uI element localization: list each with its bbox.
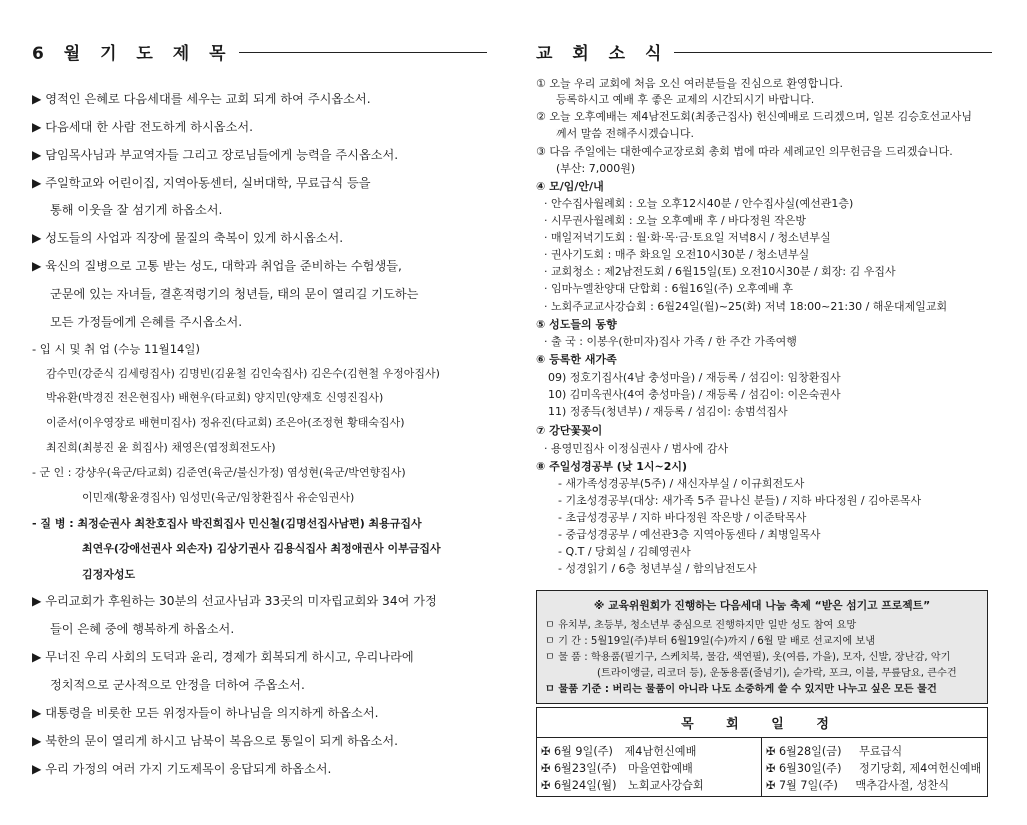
cross-icon: ✠ <box>541 762 551 775</box>
news-line: 11) 정종득(청년부) / 재등록 / 섬김이: 송범석집사 <box>548 405 788 418</box>
schedule-divider <box>761 737 762 796</box>
exam-header: - 입 시 및 취 업 (수능 11월14일) <box>32 342 200 356</box>
news-line: · 안수집사월례회 : 오늘 오후12시40분 / 안수집사실(예선관1층) <box>544 197 854 210</box>
news-line: - Q.T / 당회실 / 김혜영권사 <box>558 545 691 558</box>
prayer-line: 모든 가정들에게 은혜를 주시옵소서. <box>50 315 243 329</box>
news-line: 께서 말씀 전해주시겠습니다. <box>556 127 695 140</box>
news-line: · 매일저녁기도회 : 월·화·목·금·토요일 저녁8시 / 청소년부실 <box>544 231 831 244</box>
news-line: · 출 국 : 이봉우(한미자)집사 가족 / 한 주간 가족여행 <box>544 335 797 348</box>
education-notice-title: ※ 교육위원회가 진행하는 다음세대 나눔 축제 “받은 섬기고 프로젝트” <box>593 599 931 612</box>
news-line: · 권사기도회 : 매주 화요일 오전10시30분 / 청소년부실 <box>544 248 810 261</box>
schedule-item: ✠ 6월24일(월) 노회교사강습회 <box>541 779 704 792</box>
schedule-item: ✠ 7월 7일(주) 맥추감사절, 성찬식 <box>766 779 950 792</box>
prayer-line: ▶ 대통령을 비롯한 모든 위정자들이 하나님을 의지하게 하옵소서. <box>32 706 379 720</box>
education-notice-line: (트라이앵글, 리코더 등), 운동용품(줄넘기), 숟가락, 포크, 이불, 무릎담요, 큰수건 <box>597 668 957 679</box>
news-line: · 시무권사월례회 : 오늘 오후예배 후 / 바다정원 작은방 <box>544 214 807 227</box>
soldier-line: 이민재(황윤경집사) 임성민(육군/임창환집사 유순임권사) <box>82 491 355 504</box>
news-line: · 용영민집사 이정심권사 / 범사에 감사 <box>544 442 729 455</box>
pastoral-schedule-box <box>536 707 988 797</box>
education-notice-line: ㅁ 기 간 : 5월19일(주)부터 6월19일(수)까지 / 6월 말 배로 선교지에 보냄 <box>545 636 876 647</box>
illness-line: 김정자성도 <box>82 568 136 581</box>
prayer-line: ▶ 우리 가정의 여러 가지 기도제목이 응답되게 하옵소서. <box>32 762 332 776</box>
news-line: - 성경읽기 / 6층 청년부실 / 함의남전도사 <box>558 562 757 575</box>
education-notice-box <box>536 590 988 704</box>
schedule-item: ✠ 6월23일(주) 마을연합예배 <box>541 762 693 775</box>
schedule-item: ✠ 6월28일(금) 무료급식 <box>766 745 903 758</box>
cross-icon: ✠ <box>766 762 776 775</box>
news-line: · 임마누엘찬양대 단합회 : 6월16일(주) 오후예배 후 <box>544 282 794 295</box>
prayer-line: 정치적으로 군사적으로 안정을 더하여 주옵소서. <box>50 678 305 692</box>
prayer-topics-header <box>32 38 487 64</box>
prayer-line: 들이 은혜 중에 행복하게 하옵소서. <box>50 622 235 636</box>
news-line: ② 오늘 오후예배는 제4남전도회(최종근집사) 헌신예배로 드리겠으며, 일본 김승호선교사님 <box>536 110 972 123</box>
news-line: - 새가족성경공부(5주) / 새신자부실 / 이규희전도사 <box>558 477 805 490</box>
church-news-header <box>536 38 992 64</box>
prayer-line: ▶ 다음세대 한 사람 전도하게 하시옵소서. <box>32 120 253 134</box>
prayer-line: ▶ 우리교회가 후원하는 30분의 선교사님과 33곳의 미자립교회와 34여 가정 <box>32 594 437 608</box>
exam-names: 박유환(박경진 전은현집사) 배현우(타교회) 양지민(양재호 신영진집사) <box>46 391 384 404</box>
cross-icon: ✠ <box>766 745 776 758</box>
news-line: - 중급성경공부 / 예선관3층 지역아동센타 / 최병일목사 <box>558 528 821 541</box>
title-rule <box>674 52 992 53</box>
news-line: ③ 다음 주일에는 대한예수교장로회 총회 법에 따라 세례교인 의무헌금을 드리겠습니다. <box>536 145 953 158</box>
prayer-line: ▶ 무너진 우리 사회의 도덕과 윤리, 경제가 회복되게 하시고, 우리나라에 <box>32 650 414 664</box>
schedule-divider <box>537 737 987 738</box>
prayer-line: ▶ 성도들의 사업과 직장에 물질의 축복이 있게 하시옵소서. <box>32 231 344 245</box>
soldier-line: - 군 인 : 강샹우(육군/타교회) 김준연(육군/불신가정) 염성현(육군/박연향집사) <box>32 466 406 479</box>
schedule-item: ✠ 6월 9일(주) 제4남헌신예배 <box>541 745 697 758</box>
exam-names: 감수민(강준식 김세령집사) 김명빈(김윤철 김인숙집사) 김은수(김현철 우정아집사) <box>46 367 440 380</box>
education-notice-line: ㅁ 물 품 : 학용품(필기구, 스케치북, 물감, 색연필), 옷(여름, 가을), 모자, 신발, 장난감, 악기 <box>545 652 951 663</box>
news-line: 등록하시고 예배 후 좋은 교제의 시간되시기 바랍니다. <box>556 93 815 106</box>
news-line: (부산: 7,000원) <box>556 162 636 175</box>
prayer-line: ▶ 북한의 문이 열리게 하시고 남북이 복음으로 통일이 되게 하옵소서. <box>32 734 398 748</box>
news-section-heading: ⑥ 등록한 새가족 <box>536 353 617 366</box>
news-section-heading: ⑧ 주일성경공부 (낮 1시~2시) <box>536 460 688 473</box>
news-line: 09) 정호기집사(4남 충성마을) / 재등록 / 섬김이: 임창환집사 <box>548 371 841 384</box>
prayer-line: 군문에 있는 자녀들, 결혼적령기의 청년들, 태의 문이 열리길 기도하는 <box>50 287 419 301</box>
church-news-title: 교 회 소 식 <box>536 43 669 64</box>
exam-names: 이준서(이우영장로 배현미집사) 정유진(타교회) 조은아(조정현 황태숙집사) <box>46 416 405 429</box>
news-section-heading: ⑤ 성도들의 동향 <box>536 318 617 331</box>
prayer-line: ▶ 담임목사님과 부교역자들 그리고 장로님들에게 능력을 주시옵소서. <box>32 148 399 162</box>
cross-icon: ✠ <box>766 779 776 792</box>
illness-line: - 질 병 : 최정순권사 최찬호집사 박진희집사 민신철(김명선집사남편) 최용규집사 <box>32 517 422 530</box>
news-section-heading: ⑦ 강단꽃꽂이 <box>536 424 603 437</box>
education-notice-line: ㅁ 물품 기준 : 버리는 물품이 아니라 나도 소중하게 쓸 수 있지만 나누고 싶은 모든 물건 <box>545 684 937 695</box>
news-line: 10) 김미옥권사(4여 충성마을) / 재등록 / 섬김이: 이은숙권사 <box>548 388 841 401</box>
education-notice-line: ㅁ 유치부, 초등부, 청소년부 중심으로 진행하지만 일반 성도 참여 요망 <box>545 620 857 631</box>
cross-icon: ✠ <box>541 779 551 792</box>
cross-icon: ✠ <box>541 745 551 758</box>
news-line: · 교회청소 : 제2남전도회 / 6월15일(토) 오전10시30분 / 회장: 김 우집사 <box>544 265 896 278</box>
prayer-topics-title: 6 월 기 도 제 목 <box>32 43 233 64</box>
news-line: - 기초성경공부(대상: 새가족 5주 끝나신 분들) / 지하 바다정원 / 김아론목사 <box>558 494 922 507</box>
news-line: - 초급성경공부 / 지하 바다정원 작은방 / 이준탁목사 <box>558 511 807 524</box>
prayer-line: 통해 이웃을 잘 섬기게 하옵소서. <box>50 203 223 217</box>
news-section-heading: ④ 모/임/안/내 <box>536 180 604 193</box>
illness-line: 최연우(강애선권사 외손자) 김상기권사 김용식집사 최정애권사 이부금집사 <box>82 542 441 555</box>
title-rule <box>239 52 487 53</box>
exam-names: 최진희(최봉진 윤 희집사) 채영은(엽정희전도사) <box>46 441 276 454</box>
prayer-line: ▶ 주일학교와 어린이집, 지역아동센터, 실버대학, 무료급식 등을 <box>32 176 371 190</box>
schedule-item: ✠ 6월30일(주) 정기당회, 제4여헌신예배 <box>766 762 982 775</box>
news-line: · 노회주교교사강습회 : 6월24일(월)~25(화) 저녁 18:00~21:30 / 해운대제일교회 <box>544 300 948 313</box>
schedule-title: 목 회 일 정 <box>681 717 843 732</box>
news-line: ① 오늘 우리 교회에 처음 오신 여러분들을 진심으로 환영합니다. <box>536 77 843 90</box>
prayer-line: ▶ 육신의 질병으로 고통 받는 성도, 대학과 취업을 준비하는 수험생들, <box>32 259 402 273</box>
prayer-line: ▶ 영적인 은혜로 다음세대를 세우는 교회 되게 하여 주시옵소서. <box>32 92 371 106</box>
